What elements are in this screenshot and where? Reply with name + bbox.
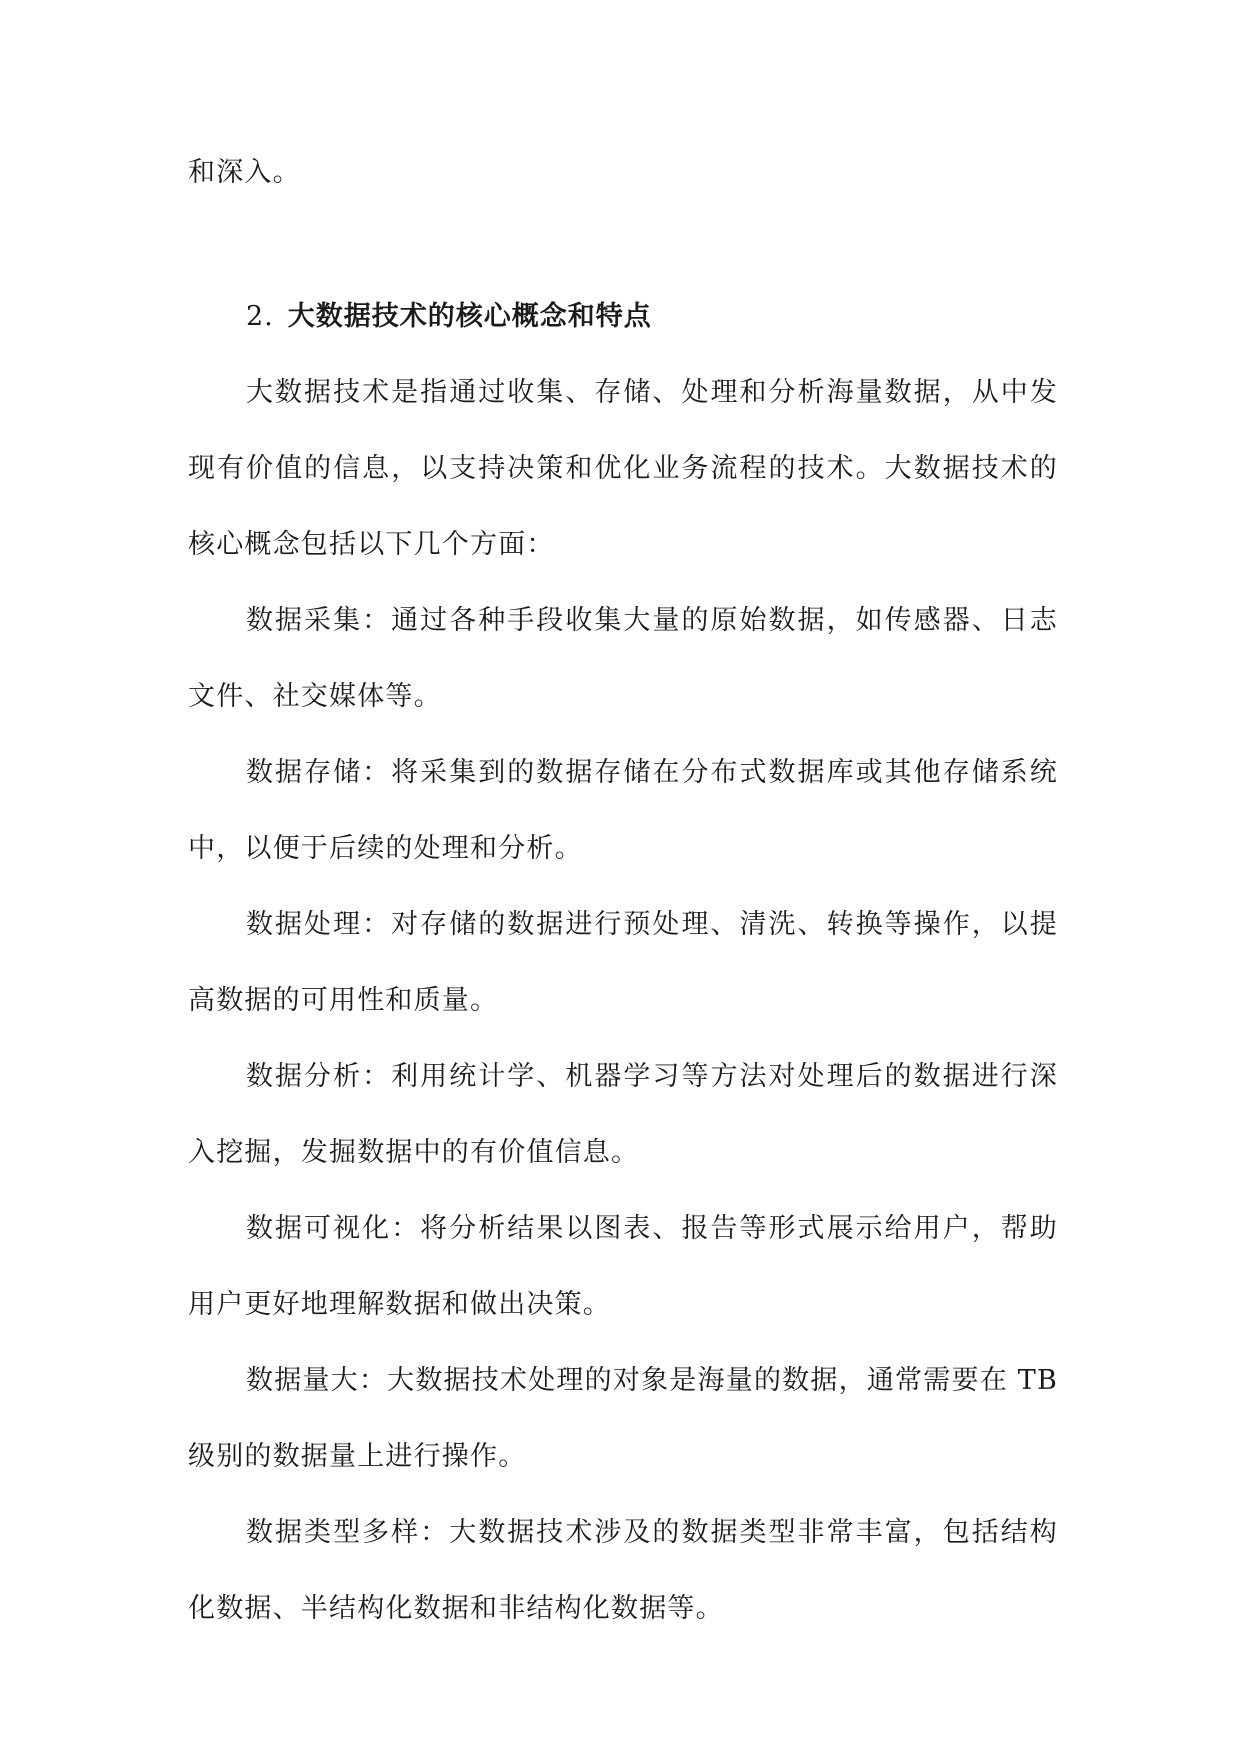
- section-heading: [188, 279, 1058, 355]
- section-title: 大数据技术的核心概念和特点: [287, 301, 652, 332]
- paragraph-data-analysis: 数据分析：利用统计学、机器学习等方法对处理后的数据进行深入挖掘，发掘数据中的有价值信息。: [188, 1061, 1058, 1168]
- paragraph-data-storage: 数据存储：将采集到的数据存储在分布式数据库或其他存储系统中，以便于后续的处理和分析。: [188, 757, 1058, 864]
- paragraph-data-variety: 数据类型多样：大数据技术涉及的数据类型非常丰富，包括结构化数据、半结构化数据和非结构化数据等。: [188, 1517, 1058, 1624]
- continuation-text: 和深入。: [188, 157, 301, 188]
- section-number: 2.: [246, 301, 274, 332]
- document-body: [188, 135, 1058, 1647]
- paragraph-data-volume: 数据量大：大数据技术处理的对象是海量的数据，通常需要在 TB 级别的数据量上进行操作。: [188, 1365, 1058, 1472]
- paragraph-intro: 大数据技术是指通过收集、存储、处理和分析海量数据，从中发现有价值的信息，以支持决策和优化业务流程的技术。大数据技术的核心概念包括以下几个方面：: [188, 377, 1058, 560]
- paragraph-data-processing: 数据处理：对存储的数据进行预处理、清洗、转换等操作，以提高数据的可用性和质量。: [188, 909, 1058, 1016]
- paragraph-data-collection: 数据采集：通过各种手段收集大量的原始数据，如传感器、日志文件、社交媒体等。: [188, 605, 1058, 712]
- paragraph-data-visualization: 数据可视化：将分析结果以图表、报告等形式展示给用户，帮助用户更好地理解数据和做出决策。: [188, 1213, 1058, 1320]
